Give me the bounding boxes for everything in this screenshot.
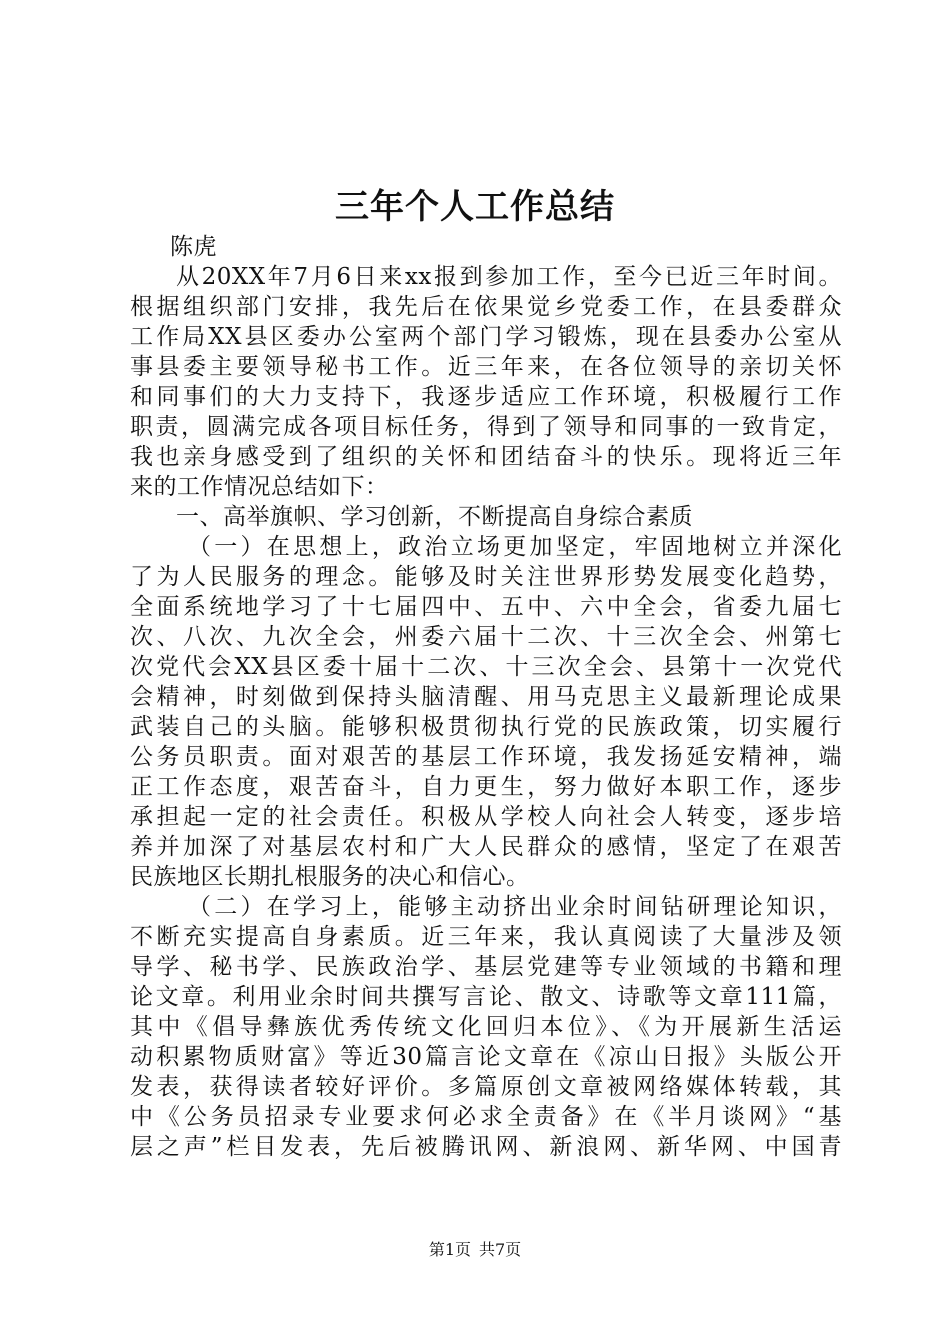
paragraph-line: 次、八次、九次全会，州委六届十二次、十三次全会、州第七 — [130, 624, 842, 650]
paragraph-line: 事县委主要领导秘书工作。近三年来，在各位领导的亲切关怀 — [130, 354, 842, 380]
paragraph-line: 了为人民服务的理念。能够及时关注世界形势发展变化趋势， — [130, 564, 842, 590]
paragraph-line: 从20XX年7月6日来xx报到参加工作，至今已近三年时间。 — [176, 264, 842, 290]
paragraph-line: 和同事们的大力支持下，我逐步适应工作环境，积极履行工作 — [130, 384, 842, 410]
paragraph-line: 职责，圆满完成各项目标任务，得到了领导和同事的一致肯定， — [130, 414, 842, 440]
paragraph-line: 养并加深了对基层农村和广大人民群众的感情，坚定了在艰苦 — [130, 834, 842, 860]
paragraph-line: 动积累物质财富》等近30篇言论文章在《凉山日报》头版公开 — [130, 1044, 842, 1070]
paragraph-line: 承担起一定的社会责任。积极从学校人向社会人转变，逐步培 — [130, 804, 842, 830]
paragraph-line: 武装自己的头脑。能够积极贯彻执行党的民族政策，切实履行 — [130, 714, 842, 740]
document-title: 三年个人工作总结 — [335, 187, 615, 227]
subsection-line: （二）在学习上，能够主动挤出业余时间钻研理论知识， — [188, 894, 842, 920]
author-name: 陈虎 — [170, 234, 217, 260]
paragraph-line: 根据组织部门安排，我先后在依果觉乡党委工作，在县委群众 — [130, 294, 842, 320]
page-number: 第1页 — [428, 1240, 471, 1259]
paragraph-line: 工作局XX县区委办公室两个部门学习锻炼，现在县委办公室从 — [130, 324, 842, 350]
paragraph-line: 公务员职责。面对艰苦的基层工作环境，我发扬延安精神，端 — [130, 744, 842, 770]
paragraph-line: 全面系统地学习了十七届四中、五中、六中全会，省委九届七 — [130, 594, 842, 620]
page-total: 共7页 — [479, 1240, 522, 1259]
paragraph-line: 民族地区长期扎根服务的决心和信心。 — [130, 864, 530, 890]
paragraph-line: 中《公务员招录专业要求何必求全责备》在《半月谈网》“基 — [130, 1104, 842, 1130]
paragraph-line: 来的工作情况总结如下： — [130, 474, 389, 500]
document-body — [130, 232, 842, 1162]
paragraph-line: 次党代会XX县区委十届十二次、十三次全会、县第十一次党代 — [130, 654, 842, 680]
subsection-line: （一）在思想上，政治立场更加坚定，牢固地树立并深化 — [188, 534, 842, 560]
page-footer — [0, 1238, 950, 1262]
paragraph-line: 我也亲身感受到了组织的关怀和团结奋斗的快乐。现将近三年 — [130, 444, 842, 470]
paragraph-line: 其中《倡导彝族优秀传统文化回归本位》、《为开展新生活运 — [130, 1014, 842, 1040]
paragraph-line: 会精神，时刻做到保持头脑清醒、用马克思主义最新理论成果 — [130, 684, 842, 710]
paragraph-line: 导学、秘书学、民族政治学、基层党建等专业领域的书籍和理 — [130, 954, 842, 980]
paragraph-line: 论文章。利用业余时间共撰写言论、散文、诗歌等文章111篇， — [130, 984, 842, 1010]
paragraph-line: 发表，获得读者较好评价。多篇原创文章被网络媒体转载，其 — [130, 1074, 842, 1100]
section-heading: 一、高举旗帜、学习创新，不断提高自身综合素质 — [176, 504, 693, 530]
paragraph-line: 不断充实提高自身素质。近三年来，我认真阅读了大量涉及领 — [130, 924, 842, 950]
paragraph-line: 正工作态度，艰苦奋斗，自力更生，努力做好本职工作，逐步 — [130, 774, 842, 800]
paragraph-line: 层之声”栏目发表，先后被腾讯网、新浪网、新华网、中国青 — [130, 1134, 842, 1160]
